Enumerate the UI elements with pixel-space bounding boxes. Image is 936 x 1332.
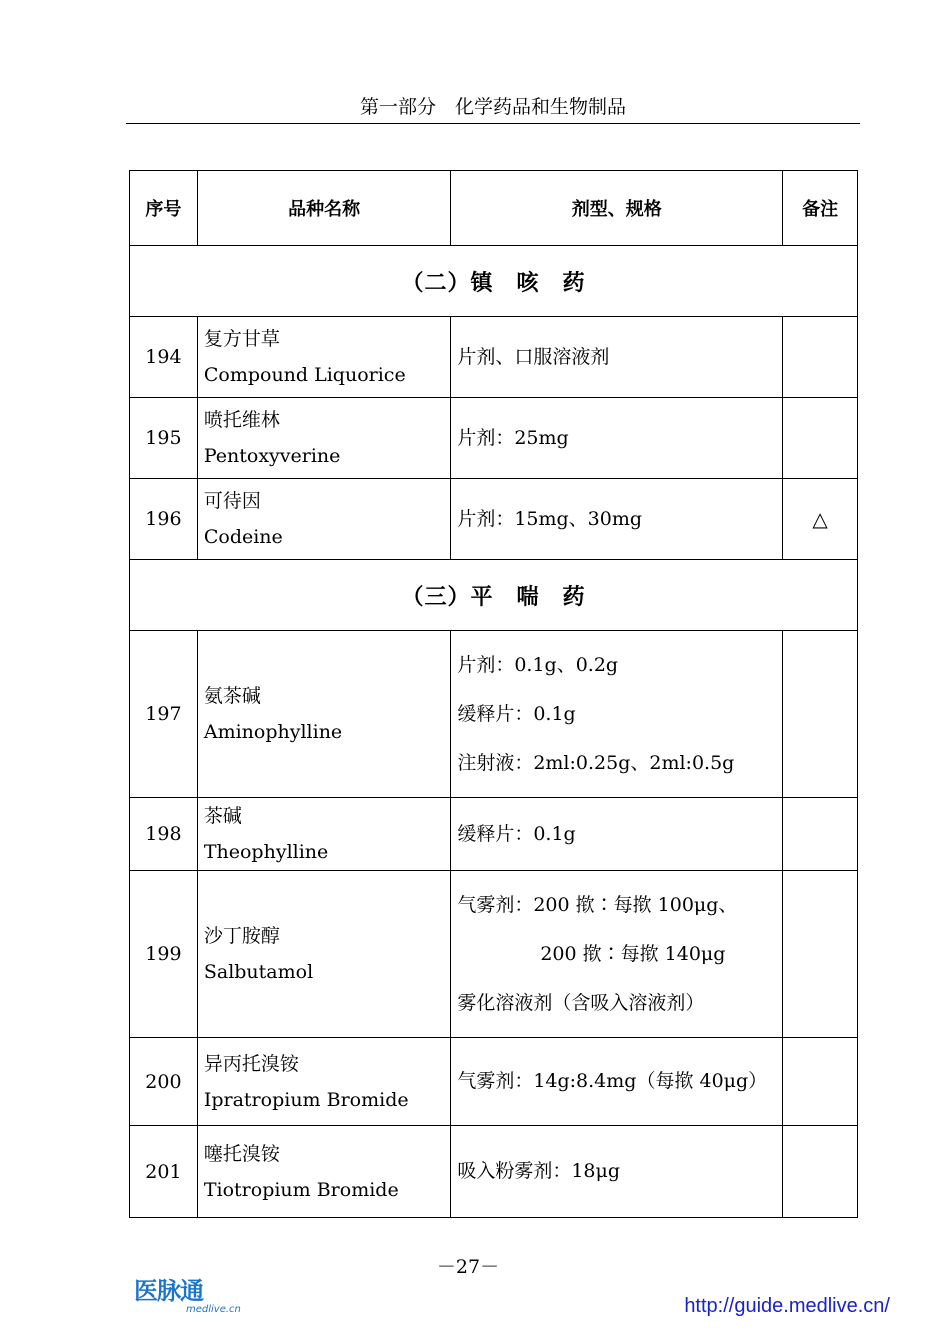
note-cell [783,871,858,1038]
page-header-title: 第一部分 化学药品和生物制品 [359,96,626,118]
drug-name-zh: 喷托维林 [203,409,280,431]
logo-text: 医脉通 [134,1277,203,1305]
drug-name-en: Codeine [203,526,283,548]
restricted-mark: △ [783,479,858,560]
section-title: （二）镇 咳 药 [130,246,858,317]
note-cell [783,1126,858,1218]
spec-cell [451,1038,783,1126]
drug-name-cell [197,798,450,871]
spec-cell [451,798,783,871]
spec-line: 片剂：25mg [457,426,569,449]
table-row [130,798,858,871]
medlive-logo [134,1277,241,1320]
note-cell [783,1038,858,1126]
table-header-row [130,171,858,246]
column-header-note: 备注 [783,171,858,246]
drug-name-zh: 茶碱 [203,805,242,827]
header-divider [126,123,860,124]
drug-name-cell [197,479,450,560]
drug-name-en: Pentoxyverine [203,445,341,467]
drug-name-cell [197,631,450,798]
drug-name-zh: 可待因 [203,490,261,512]
spec-cell [451,631,783,798]
spec-line: 片剂：15mg、30mg [457,507,643,530]
row-number: 200 [130,1038,198,1126]
drug-name-en: Tiotropium Bromide [203,1178,399,1201]
table-row [130,1038,858,1126]
column-header-number: 序号 [130,171,198,246]
row-number: 195 [130,398,198,479]
logo-subtext: medlive.cn [186,1304,241,1315]
spec-line: 缓释片：0.1g [457,702,576,725]
section-row-antitussive [130,246,858,317]
table-row [130,398,858,479]
spec-cell [451,317,783,398]
drug-name-cell [197,1038,450,1126]
note-cell [783,798,858,871]
spec-line: 气雾剂：14g:8.4mg（每揿 40μg） [457,1070,768,1092]
drug-name-zh: 异丙托溴铵 [203,1052,299,1075]
spec-line: 气雾剂：200 揿∶每揿 100μg、 [457,893,738,916]
drug-table [129,170,858,1218]
drug-name-cell [197,1126,450,1218]
row-number: 198 [130,798,198,871]
drug-name-zh: 复方甘草 [203,328,280,350]
section-row-antiasthmatic [130,560,858,631]
drug-name-zh: 沙丁胺醇 [203,925,280,947]
spec-cell [451,871,783,1038]
footer-url-link[interactable]: http://guide.medlive.cn/ [684,1295,890,1317]
table-row [130,317,858,398]
spec-line: 注射液：2ml:0.25g、2ml:0.5g [457,751,735,774]
row-number: 196 [130,479,198,560]
table-row [130,631,858,798]
drug-name-zh: 噻托溴铵 [203,1142,280,1165]
spec-line: 200 揿∶每揿 140μg [540,942,726,965]
drug-name-cell [197,871,450,1038]
table-row [130,1126,858,1218]
column-header-name: 品种名称 [197,171,450,246]
drug-name-cell [197,317,450,398]
spec-line: 雾化溶液剂（含吸入溶液剂） [457,991,705,1014]
spec-line: 片剂：0.1g、0.2g [457,653,619,676]
note-cell [783,398,858,479]
spec-cell [451,479,783,560]
drug-name-en: Salbutamol [203,961,314,983]
drug-name-en: Aminophylline [203,721,343,743]
drug-name-en: Compound Liquorice [203,364,406,386]
row-number: 197 [130,631,198,798]
drug-name-zh: 氨茶碱 [203,685,261,707]
table-row [130,479,858,560]
spec-cell [451,398,783,479]
drug-name-en: Theophylline [203,841,329,863]
spec-cell [451,1126,783,1218]
column-header-spec: 剂型、规格 [451,171,783,246]
spec-line: 缓释片：0.1g [457,822,576,845]
drug-name-en: Ipratropium Bromide [203,1088,409,1111]
section-title: （三）平 喘 药 [130,560,858,631]
table-row [130,871,858,1038]
drug-name-cell [197,398,450,479]
row-number: 201 [130,1126,198,1218]
spec-line: 吸入粉雾剂：18μg [457,1160,621,1182]
spec-line: 片剂、口服溶液剂 [457,345,610,368]
row-number: 194 [130,317,198,398]
row-number: 199 [130,871,198,1038]
note-cell [783,631,858,798]
note-cell [783,317,858,398]
page-number: －27－ [436,1256,500,1278]
